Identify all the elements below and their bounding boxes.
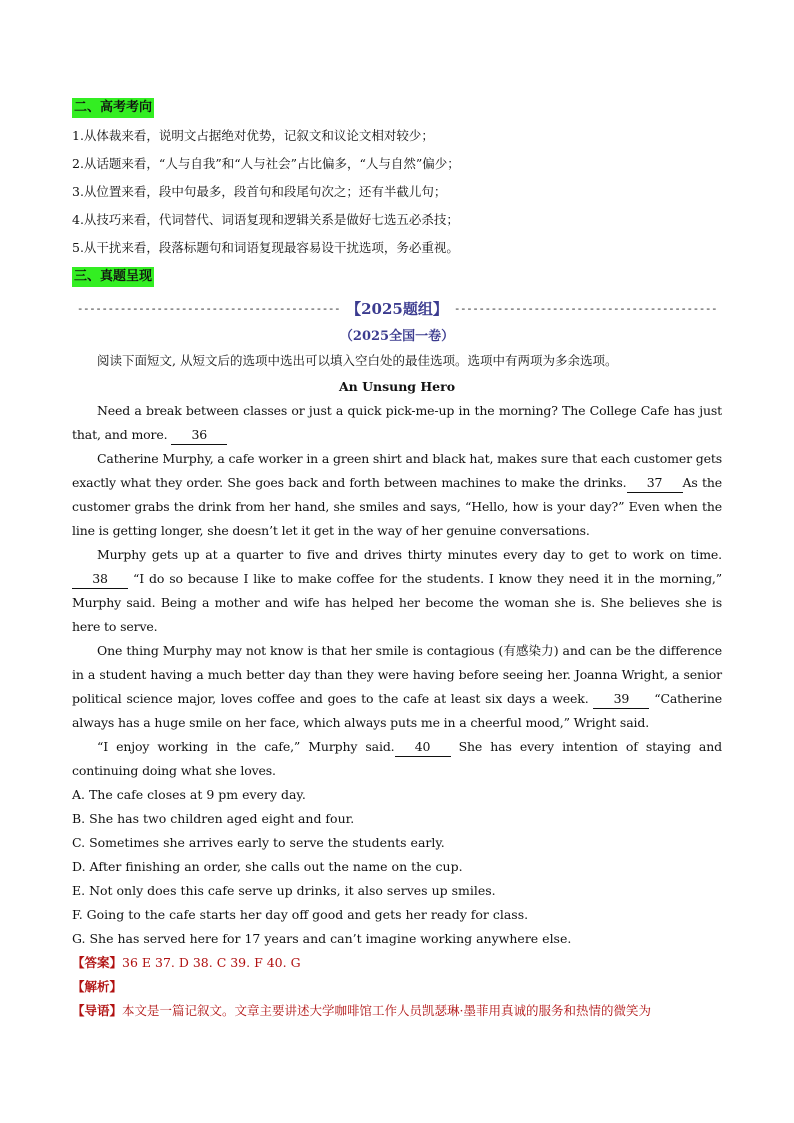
section-heading-exam-trends: 二、高考考向	[72, 98, 154, 118]
blank-37: 37	[627, 474, 683, 493]
guide-label: 【导语】	[72, 1003, 123, 1018]
instruction: 阅读下面短文, 从短文后的选项中选出可以填入空白处的最佳选项。选项中有两项为多余选项。	[97, 353, 618, 368]
options-list	[72, 783, 722, 951]
option-c: C. Sometimes she arrives early to serve the students early.	[72, 835, 445, 850]
option-f: F. Going to the cafe starts her day off good and gets her ready for class.	[72, 907, 529, 922]
guide-line	[72, 999, 722, 1023]
analysis-label: 【解析】	[72, 979, 123, 994]
answer-label: 【答案】	[72, 955, 123, 970]
trend-point-4: 4.从技巧来看，代词替代、词语复现和逻辑关系是做好七选五必杀技；	[72, 212, 459, 227]
option-a: A. The cafe closes at 9 pm every day.	[72, 787, 306, 802]
trend-point-2: 2.从话题来看，“人与自我”和“人与社会”占比偏多，“人与自然”偏少；	[72, 156, 460, 171]
paragraph-text: “I do so because I like to make coffee for the students. I know they need it in the morning,” Murphy said. Being a mother and wife has helped her become the woman she is. She believes she is here to serve.	[72, 571, 722, 634]
passage-paragraph-4	[72, 639, 722, 735]
section-heading-real-questions: 三、真题呈现	[72, 267, 154, 287]
option-d: D. After finishing an order, she calls out the name on the cup.	[72, 859, 463, 874]
paragraph-text: As the customer grabs the drink from her hand, she smiles and says, “Hello, how is your day?” Even when the line is getting longer, she doesn’t let it get in the way of her genuine conversations.	[72, 475, 722, 538]
group-title: 【2025题组】	[346, 300, 448, 318]
paragraph-text: Catherine Murphy, a cafe worker in a green shirt and black hat, makes sure that each customer gets exactly what they order. She goes back and forth between machines to make the drinks.	[72, 451, 722, 490]
group-divider	[72, 295, 722, 323]
paragraph-text: ) and can be the difference in a student having a much better day than they were having before seeing her. Joanna Wright, a senior political science major, loves coffee and goes to the cafe at least six days a week.	[72, 643, 722, 706]
blank-39: 39	[593, 690, 649, 709]
paragraph-text: She has every intention of staying and continuing doing what she loves.	[72, 739, 722, 778]
section-exam-trends	[72, 95, 722, 260]
analysis-line	[72, 975, 722, 999]
handwritten-note: 有感染力	[503, 643, 554, 658]
passage-paragraph-5	[72, 735, 722, 783]
guide-text: 本文是一篇记叙文。文章主要讲述大学咖啡馆工作人员凯瑟琳·墨菲用真诚的服务和热情的微笑为	[122, 1003, 651, 1018]
section-real-questions	[72, 264, 722, 1023]
paragraph-text: “Catherine always has a huge smile on her face, which always puts me in a cheerful mood,” Wright said.	[72, 691, 723, 730]
option-b: B. She has two children aged eight and four.	[72, 811, 355, 826]
blank-40: 40	[395, 738, 451, 757]
passage-paragraph-1	[72, 399, 722, 447]
divider-dashes-right: -------------------------------------------	[453, 302, 718, 315]
paragraph-text: One thing Murphy may not know is that her smile is contagious (	[97, 643, 504, 658]
paragraph-text: “I enjoy working in the cafe,” Murphy said.	[97, 739, 395, 754]
passage-title: An Unsung Hero	[338, 379, 456, 394]
option-e: E. Not only does this cafe serve up drinks, it also serves up smiles.	[72, 883, 496, 898]
passage-paragraph-3	[72, 543, 722, 639]
paragraph-text: Need a break between classes or just a quick pick-me-up in the morning? The College Cafe has just that, and more.	[72, 403, 722, 442]
passage-paragraph-2	[72, 447, 722, 543]
answer-text: 36 E 37. D 38. C 39. F 40. G	[122, 955, 301, 970]
paragraph-text: Murphy gets up at a quarter to five and drives thirty minutes every day to get to work on time.	[97, 547, 722, 562]
trend-point-3: 3.从位置来看，段中句最多，段首句和段尾句次之；还有半截儿句；	[72, 184, 447, 199]
blank-38: 38	[72, 570, 128, 589]
document-content	[72, 95, 722, 1023]
divider-dashes-left: -------------------------------------------	[76, 302, 341, 315]
answer-line	[72, 951, 722, 975]
trend-point-5: 5.从干扰来看，段落标题句和词语复现最容易设干扰选项，务必重视。	[72, 240, 459, 255]
option-g: G. She has served here for 17 years and can’t imagine working anywhere else.	[72, 931, 572, 946]
blank-36: 36	[171, 426, 227, 445]
trend-point-1: 1.从体裁来看，说明文占据绝对优势，记叙文和议论文相对较少；	[72, 128, 434, 143]
exam-title: （2025全国一卷）	[339, 329, 455, 344]
